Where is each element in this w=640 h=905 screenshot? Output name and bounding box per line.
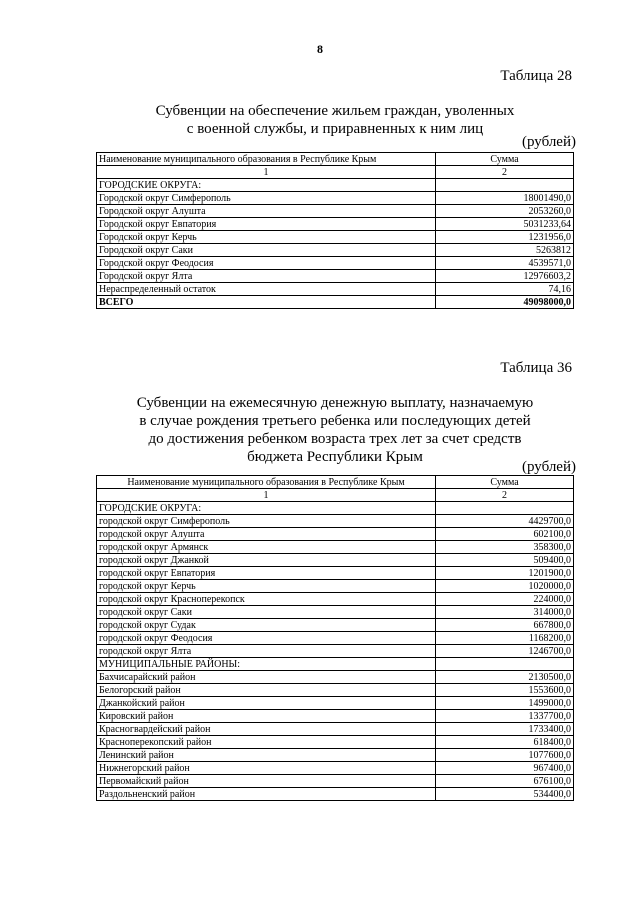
table-row xyxy=(97,775,574,788)
row-name: Красногвардейский район xyxy=(97,723,436,736)
column-number-2: 2 xyxy=(436,166,574,179)
row-sum: 12976603,2 xyxy=(436,270,574,283)
row-sum: 4429700,0 xyxy=(436,515,574,528)
row-sum: 2130500,0 xyxy=(436,671,574,684)
row-sum: 1201900,0 xyxy=(436,567,574,580)
section-empty-cell xyxy=(436,658,574,671)
table-row xyxy=(97,619,574,632)
table-row xyxy=(97,645,574,658)
row-name: Джанкойский район xyxy=(97,697,436,710)
section-label: ГОРОДСКИЕ ОКРУГА: xyxy=(97,179,436,192)
row-sum: 1246700,0 xyxy=(436,645,574,658)
section-row xyxy=(97,502,574,515)
total-sum: 49098000,0 xyxy=(436,296,574,309)
table-28-unit: (рублей) xyxy=(521,134,576,150)
row-name: Раздольненский район xyxy=(97,788,436,801)
row-sum: 1733400,0 xyxy=(436,723,574,736)
row-name: Городской округ Саки xyxy=(97,244,436,257)
row-sum: 618400,0 xyxy=(436,736,574,749)
table-36-title-line: в случае рождения третьего ребенка или последующих детей xyxy=(139,413,531,429)
row-name: городской округ Ялта xyxy=(97,645,436,658)
row-name: городской округ Джанкой xyxy=(97,554,436,567)
row-sum: 1168200,0 xyxy=(436,632,574,645)
section-row xyxy=(97,179,574,192)
column-number-2: 2 xyxy=(436,489,574,502)
table-row xyxy=(97,515,574,528)
row-sum: 2053260,0 xyxy=(436,205,574,218)
table-row xyxy=(97,192,574,205)
row-sum: 5263812 xyxy=(436,244,574,257)
table-header-row xyxy=(97,476,574,489)
table-row xyxy=(97,541,574,554)
table-column-number-row xyxy=(97,489,574,502)
table-36-unit: (рублей) xyxy=(521,459,576,475)
header-sum-cell: Сумма xyxy=(436,476,574,489)
column-number-1: 1 xyxy=(97,489,436,502)
column-number-1: 1 xyxy=(97,166,436,179)
table-28-title-line: с военной службы, и приравненных к ним лиц xyxy=(186,121,484,137)
table-36-title-line: бюджета Республики Крым xyxy=(247,449,423,465)
table-row xyxy=(97,723,574,736)
row-sum: 4539571,0 xyxy=(436,257,574,270)
row-name: Ленинский район xyxy=(97,749,436,762)
row-sum: 74,16 xyxy=(436,283,574,296)
row-name: Городской округ Феодосия xyxy=(97,257,436,270)
table-row xyxy=(97,632,574,645)
header-name-cell: Наименование муниципального образования в Республике Крым xyxy=(97,476,436,489)
row-name: Красноперекопский район xyxy=(97,736,436,749)
table-36-title xyxy=(96,394,574,466)
table-row xyxy=(97,762,574,775)
row-name: Нижнегорский район xyxy=(97,762,436,775)
total-row xyxy=(97,296,574,309)
table-header-row xyxy=(97,153,574,166)
table-row xyxy=(97,218,574,231)
row-name: городской округ Саки xyxy=(97,606,436,619)
row-name: городской округ Керчь xyxy=(97,580,436,593)
row-name: Белогорский район xyxy=(97,684,436,697)
table-row xyxy=(97,528,574,541)
table-row xyxy=(97,567,574,580)
row-sum: 1499000,0 xyxy=(436,697,574,710)
table-36-title-line: Субвенции на ежемесячную денежную выплату, назначаемую xyxy=(136,395,534,411)
table-row xyxy=(97,684,574,697)
table-row xyxy=(97,788,574,801)
table-28 xyxy=(96,152,574,309)
row-name: Кировский район xyxy=(97,710,436,723)
row-name: Бахчисарайский район xyxy=(97,671,436,684)
row-sum: 534400,0 xyxy=(436,788,574,801)
table-28-label: Таблица 28 xyxy=(500,68,572,84)
table-36-label: Таблица 36 xyxy=(500,360,572,376)
row-sum: 314000,0 xyxy=(436,606,574,619)
table-row xyxy=(97,606,574,619)
row-sum: 509400,0 xyxy=(436,554,574,567)
row-name: городской округ Феодосия xyxy=(97,632,436,645)
row-name: Первомайский район xyxy=(97,775,436,788)
table-36-title-line: до достижения ребенком возраста трех лет за счет средств xyxy=(148,431,522,447)
table-column-number-row xyxy=(97,166,574,179)
row-name: Городской округ Керчь xyxy=(97,231,436,244)
section-row xyxy=(97,658,574,671)
table-row xyxy=(97,697,574,710)
row-sum: 667800,0 xyxy=(436,619,574,632)
row-name: Городской округ Евпатория xyxy=(97,218,436,231)
table-row xyxy=(97,554,574,567)
table-36 xyxy=(96,475,574,801)
section-empty-cell xyxy=(436,179,574,192)
row-sum: 1020000,0 xyxy=(436,580,574,593)
table-row xyxy=(97,205,574,218)
row-sum: 18001490,0 xyxy=(436,192,574,205)
row-sum: 602100,0 xyxy=(436,528,574,541)
table-28-title xyxy=(96,102,574,138)
row-sum: 967400,0 xyxy=(436,762,574,775)
row-name: Городской округ Симферополь xyxy=(97,192,436,205)
row-sum: 1337700,0 xyxy=(436,710,574,723)
row-name: городской округ Судак xyxy=(97,619,436,632)
row-sum: 5031233,64 xyxy=(436,218,574,231)
table-row xyxy=(97,231,574,244)
header-name-cell: Наименование муниципального образования в Республике Крым xyxy=(97,153,436,166)
row-name: городской округ Евпатория xyxy=(97,567,436,580)
page-number: 8 xyxy=(317,42,323,56)
row-name: городской округ Алушта xyxy=(97,528,436,541)
section-empty-cell xyxy=(436,502,574,515)
table-row xyxy=(97,580,574,593)
table-row xyxy=(97,710,574,723)
row-name: городской округ Симферополь xyxy=(97,515,436,528)
row-name: Городской округ Ялта xyxy=(97,270,436,283)
total-label: ВСЕГО xyxy=(97,296,436,309)
row-sum: 1553600,0 xyxy=(436,684,574,697)
section-label: МУНИЦИПАЛЬНЫЕ РАЙОНЫ: xyxy=(97,658,436,671)
table-row xyxy=(97,749,574,762)
table-row xyxy=(97,736,574,749)
section-label: ГОРОДСКИЕ ОКРУГА: xyxy=(97,502,436,515)
row-name: Городской округ Алушта xyxy=(97,205,436,218)
row-name: Нераспределенный остаток xyxy=(97,283,436,296)
header-sum-cell: Сумма xyxy=(436,153,574,166)
table-row xyxy=(97,283,574,296)
table-row xyxy=(97,257,574,270)
table-row xyxy=(97,671,574,684)
row-sum: 676100,0 xyxy=(436,775,574,788)
row-sum: 1077600,0 xyxy=(436,749,574,762)
row-name: городской округ Красноперекопск xyxy=(97,593,436,606)
table-row xyxy=(97,270,574,283)
table-row xyxy=(97,244,574,257)
table-row xyxy=(97,593,574,606)
row-sum: 224000,0 xyxy=(436,593,574,606)
table-28-title-line: Субвенции на обеспечение жильем граждан, уволенных xyxy=(155,103,515,119)
row-sum: 1231956,0 xyxy=(436,231,574,244)
row-name: городской округ Армянск xyxy=(97,541,436,554)
row-sum: 358300,0 xyxy=(436,541,574,554)
